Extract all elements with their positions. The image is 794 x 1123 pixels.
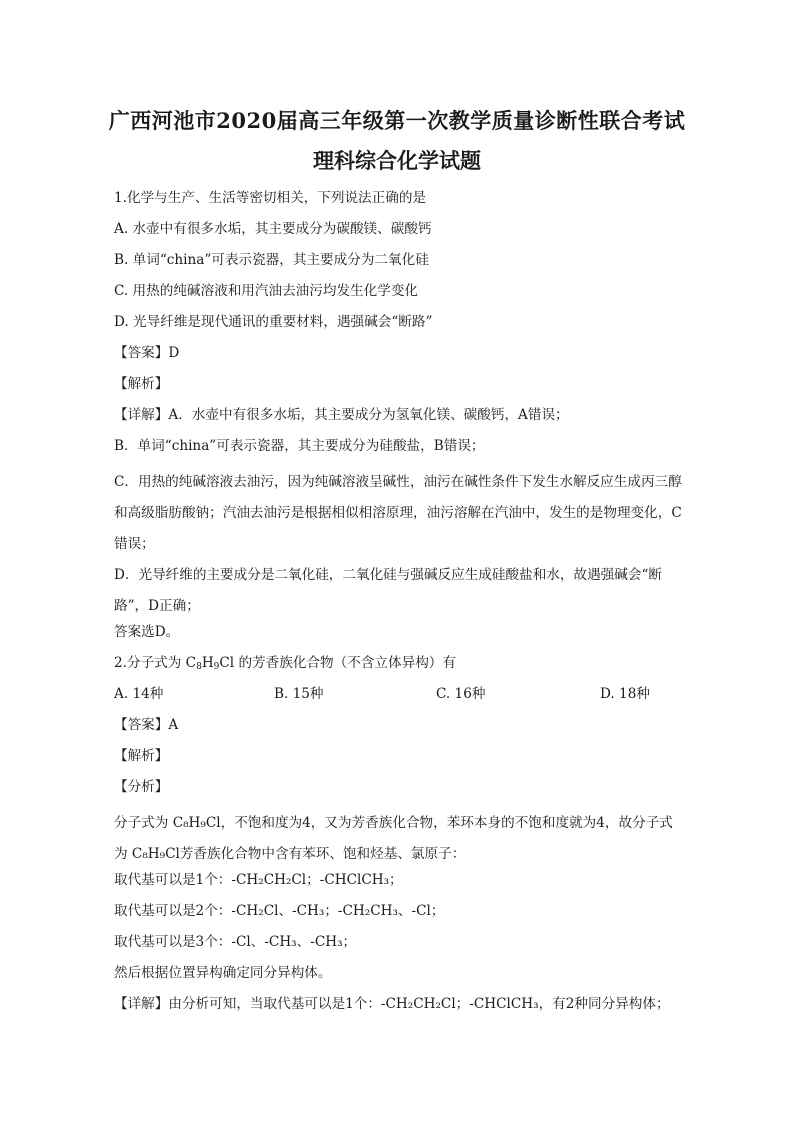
q1-option-a: A. 水壶中有很多水垢，其主要成分为碳酸镁、碳酸钙 [114, 221, 432, 237]
q2-option-a: A. 14种 [114, 686, 164, 702]
q2-analysis-label: 【解析】 [114, 748, 169, 764]
page-subtitle: 理科综合化学试题 [313, 148, 481, 173]
q2-option-b: B. 15种 [274, 686, 324, 702]
q1-detail-d: D．光导纤维的主要成分是二氧化硅，二氧化硅与强碱反应生成硅酸盐和水，故遇强碱会“断路”，D正确； [114, 567, 663, 614]
q2-substituent-2: 取代基可以是2个：-CH₂Cl、-CH₃；-CH₂CH₃、-Cl； [114, 903, 445, 919]
q2-option-d: D. 18种 [600, 686, 650, 702]
q2-substituent-3: 取代基可以是3个：-Cl、-CH₃、-CH₃； [114, 934, 357, 950]
q1-conclusion: 答案选D。 [114, 624, 180, 640]
q2-options [114, 684, 686, 715]
q1-answer: 【答案】D [114, 345, 180, 361]
q1-detail-b: B．单词“china”可表示瓷器，其主要成分为硅酸盐，B错误； [114, 438, 485, 454]
q1-analysis-label: 【解析】 [114, 376, 169, 392]
q2-stem-pre: 2.分子式为 C [114, 655, 197, 671]
q1-option-d: D. 光导纤维是现代通讯的重要材料，遇强碱会“断路” [114, 314, 433, 330]
title-block [0, 108, 794, 174]
q2-fenxi-label: 【分析】 [114, 779, 169, 795]
q2-substituent-1: 取代基可以是1个：-CH₂CH₂Cl；-CHClCH₃； [114, 872, 403, 888]
q1-option-c: C. 用热的纯碱溶液和用汽油去油污均发生化学变化 [114, 283, 419, 299]
q1-detail-c: C．用热的纯碱溶液去油污，因为纯碱溶液呈碱性，油污在碱性条件下发生水解反应生成丙三醇和高级脂肪酸钠；汽油去油污是根据相似相溶原理，油污溶解在汽油中，发生的是物理变化，C错误； [114, 474, 682, 552]
q2-detail: 【详解】由分析可知，当取代基可以是1个：-CH₂CH₂Cl；-CHClCH₃，有2种同分异构体； [114, 996, 670, 1012]
q2-stem-post: Cl 的芳香族化合物（不含立体异构）有 [219, 655, 456, 671]
q1-detail-a: 【详解】A．水壶中有很多水垢，其主要成分为氢氧化镁、碳酸钙，A错误； [114, 407, 569, 423]
document-body [114, 188, 686, 1025]
q2-stem [114, 653, 686, 684]
q2-stem-sub1: 8 [196, 662, 202, 672]
q2-stem-sub2: 9 [213, 662, 220, 672]
q2-analysis-paragraph: 分子式为 C₈H₉Cl，不饱和度为4，又为芳香族化合物，苯环本身的不饱和度就为4，故分子式为 C₈H₉Cl芳香族化合物中含有苯环、饱和烃基、氯原子： [114, 815, 673, 862]
q2-answer: 【答案】A [114, 717, 179, 733]
page-title: 广西河池市2020届高三年级第一次教学质量诊断性联合考试 [108, 108, 686, 133]
q2-then: 然后根据位置异构确定同分异构体。 [114, 965, 332, 981]
q2-option-c: C. 16种 [436, 686, 486, 702]
q1-option-b: B. 单词“china”可表示瓷器，其主要成分为二氧化硅 [114, 252, 429, 268]
q2-stem-mid: H [201, 655, 214, 671]
q1-stem: 1.化学与生产、生活等密切相关，下列说法正确的是 [114, 190, 427, 206]
